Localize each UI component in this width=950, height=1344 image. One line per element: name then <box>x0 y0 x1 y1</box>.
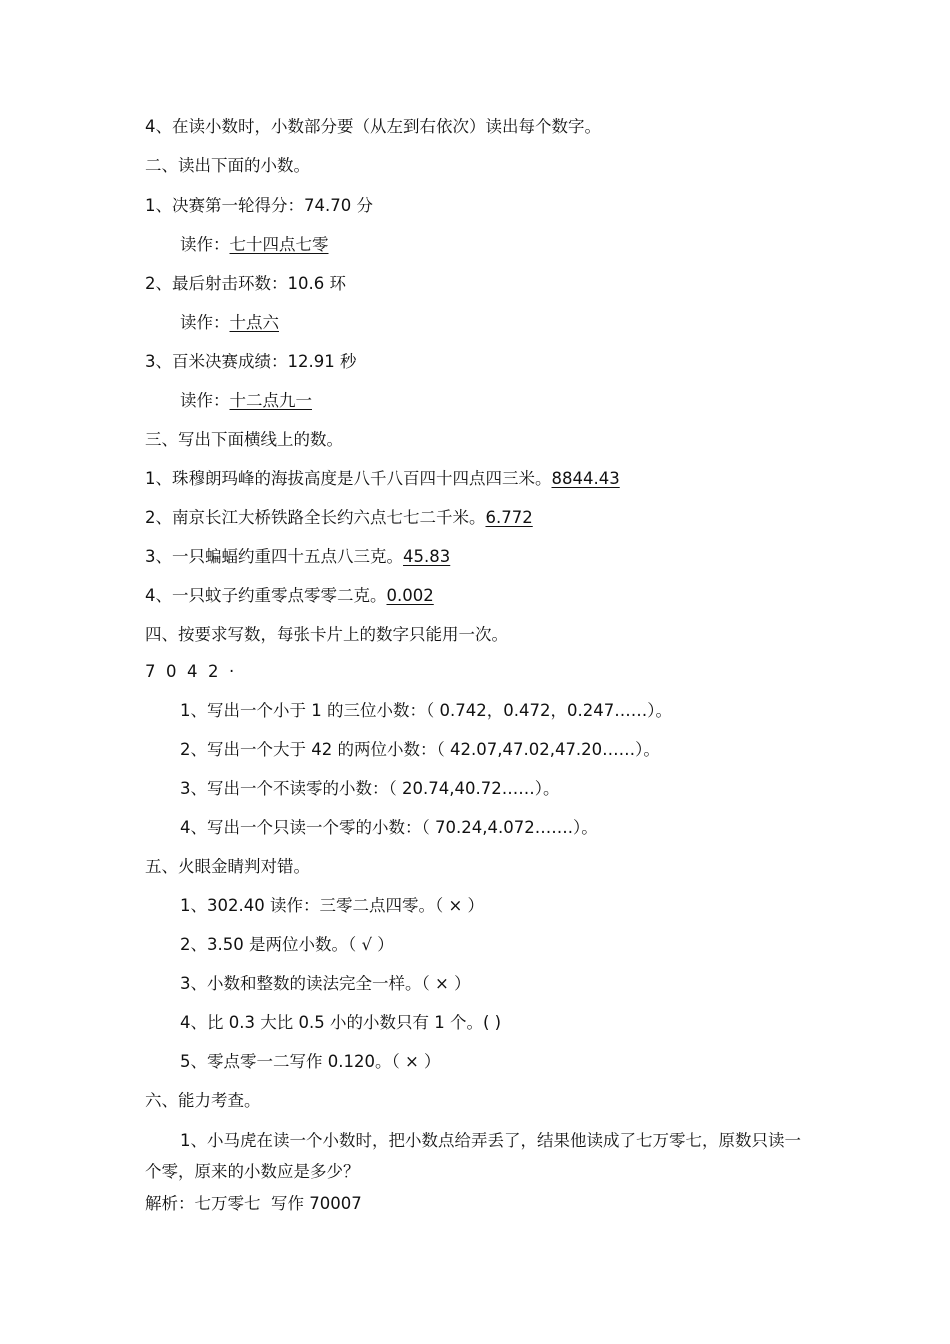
s2-question-2: 2、最后射击环数：10.6 环 <box>145 274 346 293</box>
s5-question-4: 4、比 0.3 大比 0.5 小的小数只有 1 个。( ) <box>180 1013 502 1032</box>
question-text: 4、一只蚊子约重零点零零二克。 <box>145 586 387 605</box>
s3-question-4 <box>145 586 434 606</box>
question-text: 1、珠穆朗玛峰的海拔高度是八千八百四十四点四三米。 <box>145 469 552 488</box>
s5-question-5: 5、零点零一二写作 0.120。（ × ） <box>180 1052 441 1071</box>
digit-cards: 7 0 4 2 · <box>145 662 235 681</box>
s2-question-1: 1、决赛第一轮得分：74.70 分 <box>145 196 373 215</box>
question-text: 2、南京长江大桥铁路全长约六点七七二千米。 <box>145 508 486 527</box>
s2-question-3: 3、百米决赛成绩：12.91 秒 <box>145 352 357 371</box>
s5-question-2: 2、3.50 是两位小数。（ √ ） <box>180 935 394 954</box>
section-2-heading: 二、读出下面的小数。 <box>145 156 310 175</box>
s4-question-2: 2、写出一个大于 42 的两位小数：（ 42.07,47.02,47.20……）。 <box>180 740 660 759</box>
s6-question-1: 1、小马虎在读一个小数时，把小数点给弄丢了，结果他读成了七万零七，原数只读一个零，原来的小数应是多少？ <box>145 1131 801 1181</box>
s2-answer-1 <box>180 235 329 255</box>
s2-answer-3 <box>180 391 312 411</box>
s4-question-3: 3、写出一个不读零的小数：（ 20.74,40.72……）。 <box>180 779 560 798</box>
s6-answer: 解析：七万零七 写作 70007 <box>145 1194 362 1213</box>
section-3-heading: 三、写出下面横线上的数。 <box>145 430 343 449</box>
s5-question-1: 1、302.40 读作：三零二点四零。（ × ） <box>180 896 485 915</box>
answer-value: 8844.43 <box>551 469 620 488</box>
answer-prefix: 读作： <box>180 313 230 332</box>
answer-prefix: 读作： <box>180 391 230 410</box>
s3-question-2 <box>145 508 533 528</box>
answer-value: 七十四点七零 <box>229 235 329 254</box>
section-4-heading: 四、按要求写数，每张卡片上的数字只能用一次。 <box>145 625 508 644</box>
s5-question-3: 3、小数和整数的读法完全一样。（ × ） <box>180 974 471 993</box>
section-5-heading: 五、火眼金睛判对错。 <box>145 857 310 876</box>
answer-value: 十二点九一 <box>229 391 312 410</box>
answer-value: 十点六 <box>229 313 279 332</box>
s1-item-4: 4、在读小数时，小数部分要（从左到右依次）读出每个数字。 <box>145 117 601 136</box>
s4-question-4: 4、写出一个只读一个零的小数：（ 70.24,4.072…….）。 <box>180 818 598 837</box>
answer-value: 0.002 <box>386 586 434 605</box>
answer-prefix: 读作： <box>180 235 230 254</box>
s2-answer-2 <box>180 313 279 333</box>
answer-value: 45.83 <box>403 547 451 566</box>
answer-value: 6.772 <box>485 508 533 527</box>
s4-question-1: 1、写出一个小于 1 的三位小数：（ 0.742，0.472，0.247……）。 <box>180 701 672 720</box>
section-6-heading: 六、能力考查。 <box>145 1091 261 1110</box>
question-text: 3、一只蝙蝠约重四十五点八三克。 <box>145 547 403 566</box>
s3-question-1 <box>145 469 620 489</box>
s3-question-3 <box>145 547 450 567</box>
